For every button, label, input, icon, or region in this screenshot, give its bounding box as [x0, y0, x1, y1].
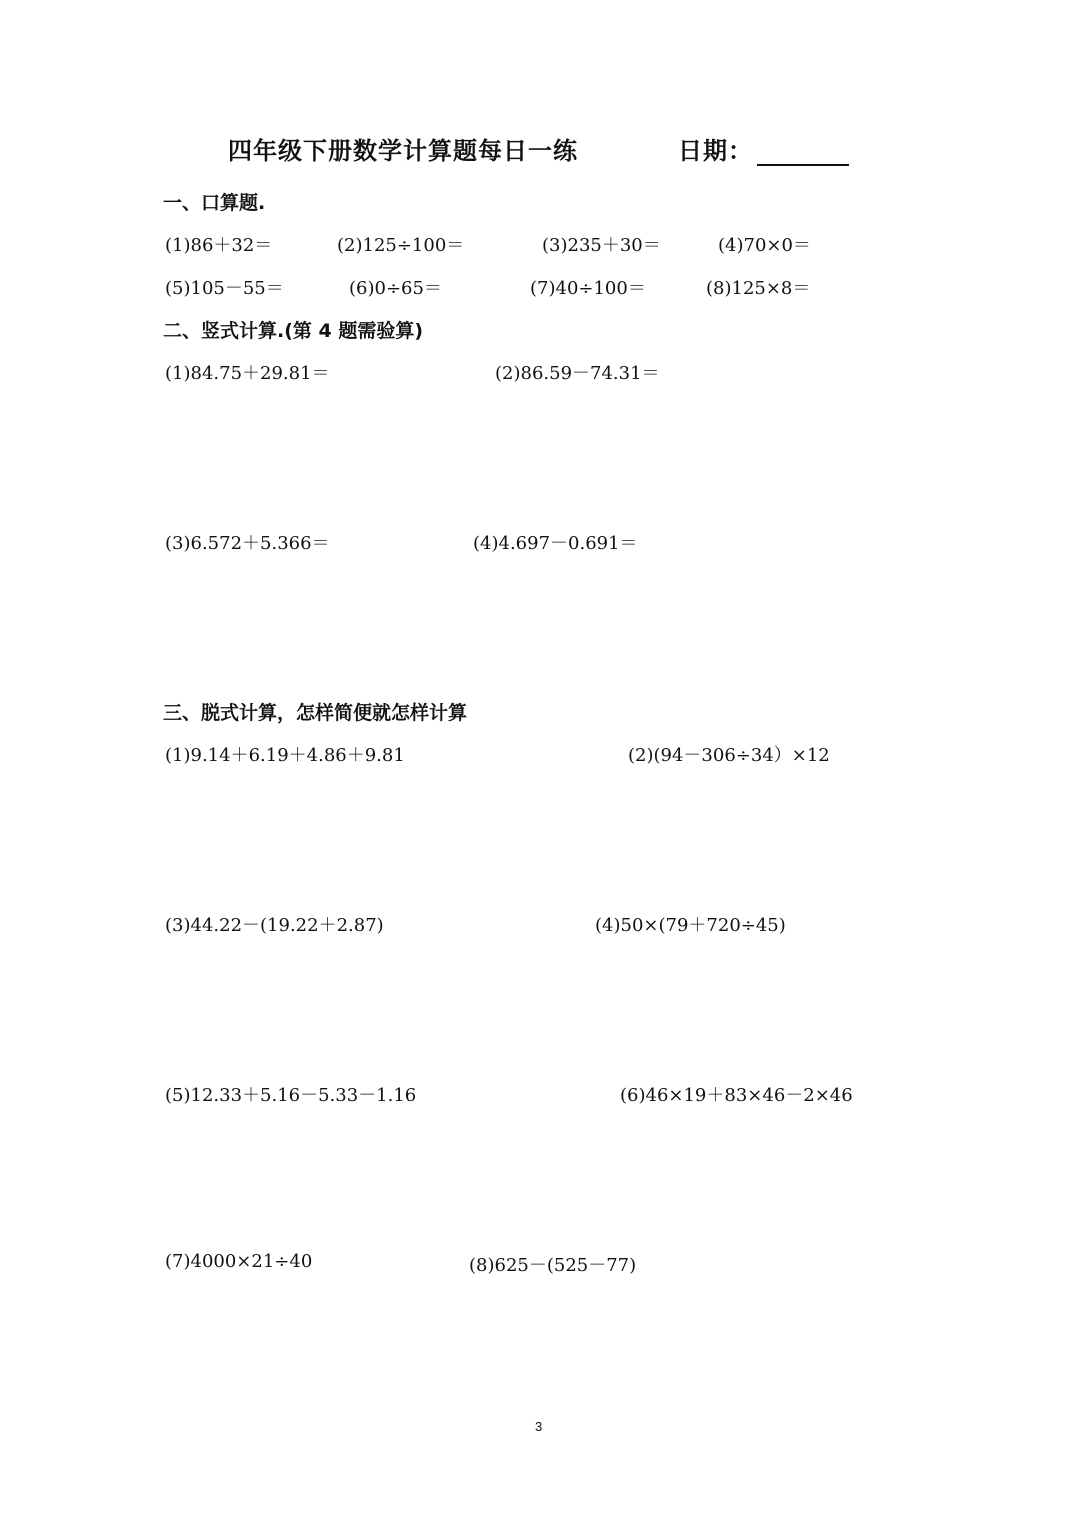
date-field — [678, 131, 849, 166]
oral-problem-2: (2)125÷100＝ — [337, 235, 465, 256]
vertical-problem-2: (2)86.59－74.31＝ — [495, 363, 660, 384]
stepwise-problem-4: (4)50×(79＋720÷45) — [595, 915, 786, 936]
date-label: 日期： — [678, 137, 753, 165]
oral-problem-3: (3)235＋30＝ — [542, 235, 661, 256]
page-number: 3 — [535, 1419, 543, 1434]
oral-problem-8: (8)125×8＝ — [706, 278, 811, 299]
stepwise-problem-2: (2)(94－306÷34）×12 — [628, 745, 830, 766]
vertical-problem-3: (3)6.572＋5.366＝ — [165, 533, 330, 554]
oral-problem-5: (5)105－55＝ — [165, 278, 284, 299]
stepwise-problem-5: (5)12.33＋5.16－5.33－1.16 — [165, 1085, 417, 1106]
stepwise-problem-7: (7)4000×21÷40 — [165, 1251, 313, 1272]
oral-problem-6: (6)0÷65＝ — [349, 278, 442, 299]
stepwise-problem-6: (6)46×19＋83×46－2×46 — [620, 1085, 853, 1106]
stepwise-problem-1: (1)9.14＋6.19＋4.86＋9.81 — [165, 745, 405, 766]
vertical-problem-4: (4)4.697－0.691＝ — [473, 533, 638, 554]
vertical-problem-1: (1)84.75＋29.81＝ — [165, 363, 330, 384]
oral-problem-1: (1)86＋32＝ — [165, 235, 273, 256]
section-heading-stepwise: 三、脱式计算，怎样简便就怎样计算 — [163, 702, 468, 724]
section-heading-oral: 一、口算题. — [163, 192, 266, 214]
stepwise-problem-3: (3)44.22－(19.22＋2.87) — [165, 915, 384, 936]
date-blank-line — [757, 142, 849, 166]
stepwise-problem-8: (8)625－(525－77) — [469, 1255, 637, 1276]
oral-problem-4: (4)70×0＝ — [718, 235, 811, 256]
section-heading-vertical: 二、竖式计算.(第 4 题需验算) — [163, 320, 424, 342]
page-title: 四年级下册数学计算题每日一练 — [228, 137, 578, 165]
oral-problem-7: (7)40÷100＝ — [530, 278, 646, 299]
